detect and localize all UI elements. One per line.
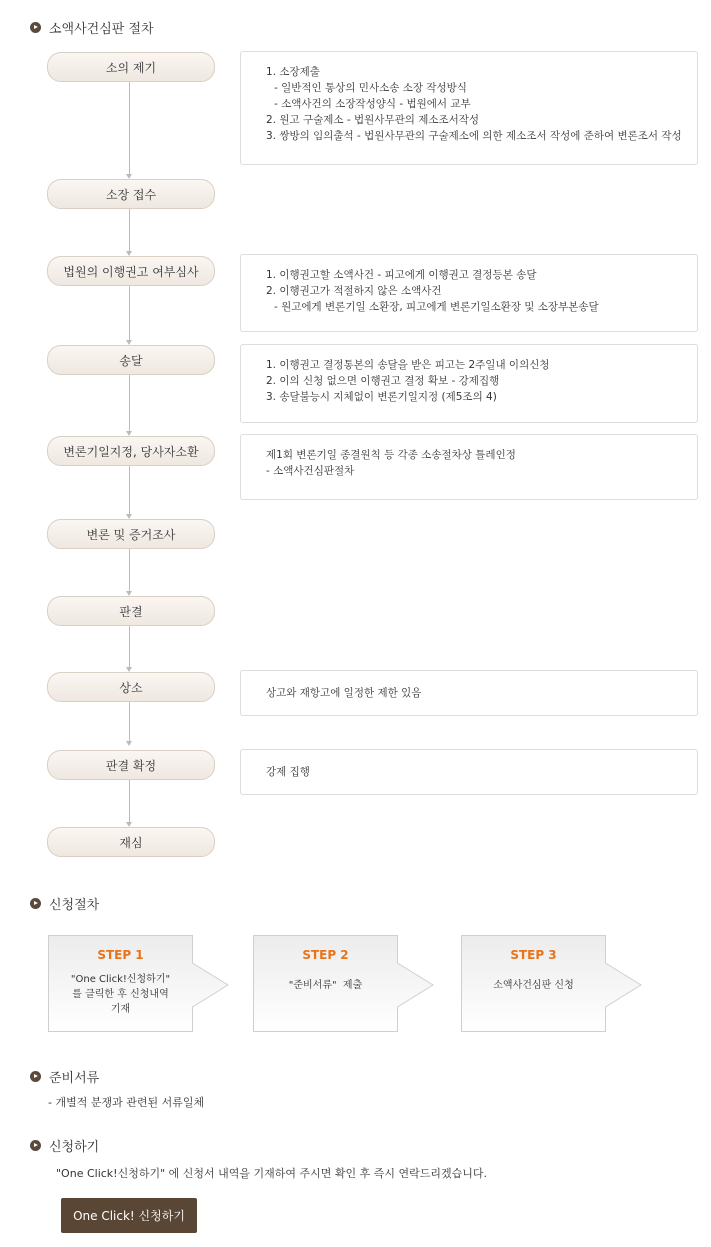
flow-connector [129,284,130,340]
apply-step-1 [48,935,193,1032]
flow-step-retrial: 재심 [47,827,215,857]
apply-step-2 [253,935,398,1032]
step-label: STEP 2 [302,948,349,962]
apply-section-title [30,1135,99,1155]
bullet-arrow-icon [30,1071,41,1082]
flow-step-receipt: 소장 접수 [47,179,215,209]
description-line: 2. 이행권고가 적절하지 않은 소액사건 [266,285,442,297]
flow-step-review: 법원의 이행권고 여부심사 [47,256,215,286]
description-line: 3. 송달불능시 지체없이 변론기일지정 (제5조의 4) [266,391,497,403]
description-line: - 소액사건의 소장작성양식 - 법원에서 교부 [274,98,471,110]
procedure-section-title [30,17,154,37]
description-line: - 일반적인 통상의 민사소송 소장 작성방식 [274,82,467,94]
description-line: - 소액사건심판절차 [266,465,355,477]
description-line: 제1회 변론기일 종결원칙 등 각종 소송절차상 틀레인정 [266,449,516,461]
apply-instruction-text: "One Click!신청하기" 에 신청서 내역을 기재하여 주시면 확인 후 즉시 연락드리겠습니다. [56,1167,488,1180]
apply-process-section-title [30,893,99,913]
flow-connector [129,464,130,514]
description-line: 3. 쌍방의 임의출석 - 법원사무관의 구술제소에 의한 제소조서 작성에 준하여 변론조서 작성 [266,130,682,142]
flow-step-judgment: 판결 [47,596,215,626]
arrow-down-icon [126,741,132,746]
review-description-box [240,254,698,332]
description-line: 2. 원고 구술제소 - 법원사무관의 제소조서작성 [266,114,480,126]
bullet-arrow-icon [30,898,41,909]
flow-step-evidence: 변론 및 증거조사 [47,519,215,549]
procedure-title-text: 소액사건심판 절차 [49,21,154,37]
final-description-box [240,749,698,795]
step-text: 소액사건심판 신청 [493,980,574,991]
one-click-apply-button[interactable]: One Click! 신청하기 [61,1198,197,1233]
bullet-arrow-icon [30,1140,41,1151]
step-text: "준비서류" 제출 [288,980,363,991]
flow-step-hearing-date: 변론기일지정, 당사자소환 [47,436,215,466]
description-line: 1. 이행권고 결정통본의 송달을 받은 피고는 2주일내 이의신청 [266,359,550,371]
flow-connector [129,373,130,431]
flow-step-filing: 소의 제기 [47,52,215,82]
delivery-description-box [240,344,698,423]
flow-connector [129,547,130,591]
flow-step-delivery: 송달 [47,345,215,375]
documents-section-title [30,1066,99,1086]
filing-description-box [240,51,698,165]
documents-text: - 개별적 분쟁과 관련된 서류일체 [48,1096,205,1109]
bullet-arrow-icon [30,22,41,33]
flow-connector [129,207,130,251]
flow-connector [129,624,130,667]
step-text: "One Click!신청하기" 를 클릭한 후 신청내역 기재 [70,974,171,1015]
description-line: 1. 소장제출 [266,66,320,78]
flow-connector [129,700,130,741]
step-label: STEP 1 [97,948,144,962]
apply-process-title-text: 신청절차 [49,897,100,913]
documents-title-text: 준비서류 [49,1070,100,1086]
appeal-description-box [240,670,698,716]
flow-connector [129,80,130,174]
apply-title-text: 신청하기 [49,1139,100,1155]
flow-connector [129,778,130,822]
hearing-description-box [240,434,698,500]
step-label: STEP 3 [510,948,557,962]
flow-step-final-judgment: 판결 확정 [47,750,215,780]
description-line: - 원고에게 변론기일 소환장, 피고에게 변론기일소환장 및 소장부본송달 [274,301,599,313]
description-line: 1. 이행권고할 소액사건 - 피고에게 이행권고 결정등본 송달 [266,269,537,281]
description-line: 강제 집행 [266,766,310,778]
flow-step-appeal: 상소 [47,672,215,702]
description-line: 상고와 재항고에 일정한 제한 있음 [266,687,422,699]
apply-step-3 [461,935,606,1032]
description-line: 2. 이의 신청 없으면 이행권고 결정 확보 - 강제집행 [266,375,500,387]
